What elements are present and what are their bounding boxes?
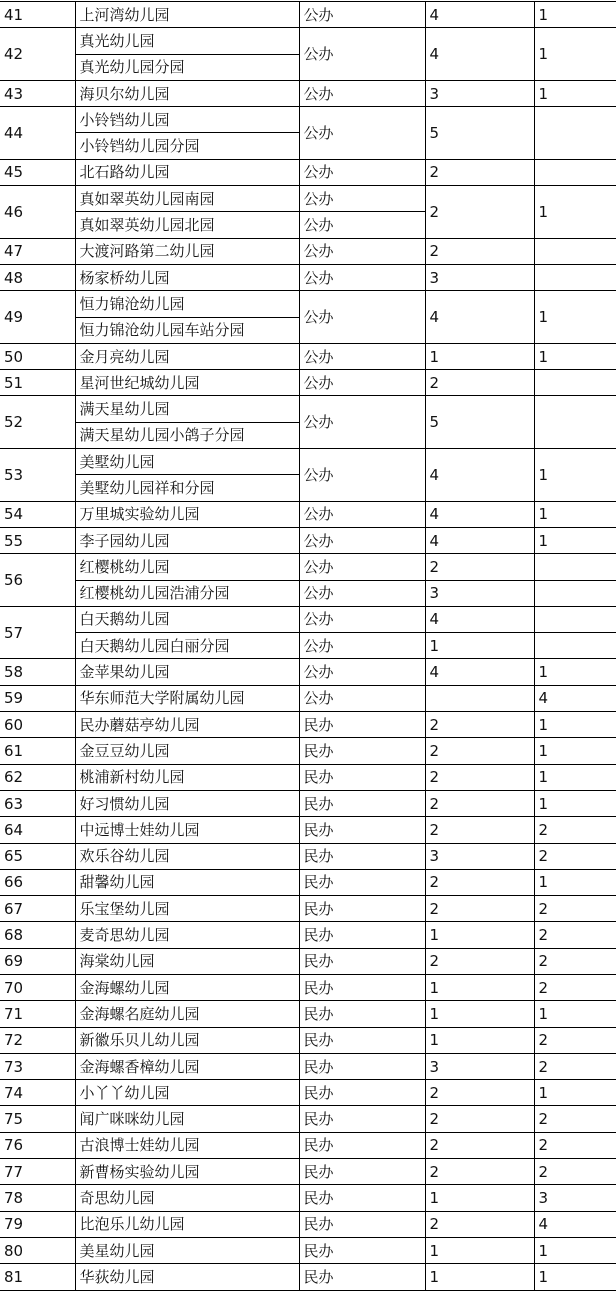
- table-row: [0, 238, 616, 264]
- table-row: [0, 1132, 616, 1158]
- count-a-cell: 4: [425, 606, 534, 632]
- table-row: [0, 28, 616, 54]
- count-a-cell: 2: [425, 817, 534, 843]
- kindergarten-name-cell: 美墅幼儿园祥和分园: [75, 475, 299, 501]
- kindergarten-table: [0, 1, 616, 1291]
- kindergarten-name-cell: 金海螺幼儿园: [75, 974, 299, 1000]
- school-type-cell: 公办: [299, 554, 425, 580]
- school-type-cell: 公办: [299, 238, 425, 264]
- row-number-cell: 71: [0, 1001, 75, 1027]
- school-type-cell: 民办: [299, 1264, 425, 1290]
- table-row: [0, 1264, 616, 1290]
- count-b-cell: 2: [534, 1106, 616, 1132]
- count-a-cell: 1: [425, 1237, 534, 1263]
- count-a-cell: 2: [425, 1106, 534, 1132]
- kindergarten-name-cell: 大渡河路第二幼儿园: [75, 238, 299, 264]
- row-number-cell: 65: [0, 843, 75, 869]
- row-number-cell: 74: [0, 1080, 75, 1106]
- school-type-cell: 民办: [299, 869, 425, 895]
- row-number-cell: 68: [0, 922, 75, 948]
- school-type-cell: 公办: [299, 264, 425, 290]
- school-type-cell: 民办: [299, 1001, 425, 1027]
- row-number-cell: 62: [0, 764, 75, 790]
- count-b-cell: 1: [534, 1237, 616, 1263]
- count-a-cell: 1: [425, 1185, 534, 1211]
- table-row: [0, 948, 616, 974]
- row-number-cell: 43: [0, 80, 75, 106]
- school-type-cell: 公办: [299, 80, 425, 106]
- kindergarten-name-cell: 民办蘑菇亭幼儿园: [75, 712, 299, 738]
- kindergarten-name-cell: 真光幼儿园分园: [75, 54, 299, 80]
- count-b-cell: 1: [534, 1080, 616, 1106]
- count-b-cell: [534, 107, 616, 160]
- count-a-cell: 2: [425, 764, 534, 790]
- kindergarten-name-cell: 小丫丫幼儿园: [75, 1080, 299, 1106]
- table-row: [0, 1027, 616, 1053]
- row-number-cell: 53: [0, 449, 75, 502]
- kindergarten-name-cell: 真光幼儿园: [75, 28, 299, 54]
- count-b-cell: 1: [534, 712, 616, 738]
- kindergarten-name-cell: 万里城实验幼儿园: [75, 501, 299, 527]
- school-type-cell: 公办: [299, 343, 425, 369]
- count-a-cell: 1: [425, 1264, 534, 1290]
- count-a-cell: 2: [425, 790, 534, 816]
- count-b-cell: [534, 238, 616, 264]
- school-type-cell: 公办: [299, 159, 425, 185]
- table-row: [0, 449, 616, 475]
- kindergarten-name-cell: 甜馨幼儿园: [75, 869, 299, 895]
- row-number-cell: 69: [0, 948, 75, 974]
- school-type-cell: 民办: [299, 948, 425, 974]
- kindergarten-name-cell: 金月亮幼儿园: [75, 343, 299, 369]
- school-type-cell: 公办: [299, 633, 425, 659]
- row-number-cell: 51: [0, 370, 75, 396]
- count-a-cell: 1: [425, 974, 534, 1000]
- count-a-cell: 4: [425, 28, 534, 81]
- kindergarten-name-cell: 金豆豆幼儿园: [75, 738, 299, 764]
- count-b-cell: 1: [534, 501, 616, 527]
- row-number-cell: 45: [0, 159, 75, 185]
- row-number-cell: 75: [0, 1106, 75, 1132]
- table-row: [0, 370, 616, 396]
- kindergarten-name-cell: 北石路幼儿园: [75, 159, 299, 185]
- table-row: [0, 817, 616, 843]
- school-type-cell: 民办: [299, 790, 425, 816]
- row-number-cell: 57: [0, 606, 75, 659]
- table-row: [0, 554, 616, 580]
- count-b-cell: [534, 396, 616, 449]
- count-b-cell: [534, 580, 616, 606]
- row-number-cell: 59: [0, 685, 75, 711]
- school-type-cell: 公办: [299, 2, 425, 28]
- row-number-cell: 49: [0, 291, 75, 344]
- table-row: [0, 1001, 616, 1027]
- count-a-cell: 4: [425, 291, 534, 344]
- kindergarten-name-cell: 古浪博士娃幼儿园: [75, 1132, 299, 1158]
- row-number-cell: 67: [0, 896, 75, 922]
- school-type-cell: 民办: [299, 1185, 425, 1211]
- count-b-cell: 2: [534, 974, 616, 1000]
- school-type-cell: 民办: [299, 922, 425, 948]
- school-type-cell: 民办: [299, 817, 425, 843]
- count-a-cell: 2: [425, 948, 534, 974]
- school-type-cell: 公办: [299, 28, 425, 81]
- count-b-cell: 1: [534, 738, 616, 764]
- kindergarten-name-cell: 恒力锦沧幼儿园: [75, 291, 299, 317]
- row-number-cell: 47: [0, 238, 75, 264]
- count-a-cell: 2: [425, 869, 534, 895]
- school-type-cell: 民办: [299, 1132, 425, 1158]
- count-a-cell: 2: [425, 896, 534, 922]
- table-body: [0, 2, 616, 1291]
- count-a-cell: 1: [425, 1001, 534, 1027]
- count-b-cell: 1: [534, 659, 616, 685]
- kindergarten-name-cell: 满天星幼儿园: [75, 396, 299, 422]
- row-number-cell: 61: [0, 738, 75, 764]
- school-type-cell: 民办: [299, 1053, 425, 1079]
- kindergarten-name-cell: 白天鹅幼儿园白丽分园: [75, 633, 299, 659]
- count-b-cell: 1: [534, 186, 616, 239]
- count-b-cell: 1: [534, 764, 616, 790]
- table-row: [0, 790, 616, 816]
- count-a-cell: 4: [425, 527, 534, 553]
- school-type-cell: 民办: [299, 738, 425, 764]
- kindergarten-name-cell: 真如翠英幼儿园南园: [75, 186, 299, 212]
- table-row: [0, 896, 616, 922]
- count-b-cell: 2: [534, 922, 616, 948]
- kindergarten-name-cell: 海贝尔幼儿园: [75, 80, 299, 106]
- table-row: [0, 633, 616, 659]
- school-type-cell: 公办: [299, 449, 425, 502]
- count-a-cell: 2: [425, 1132, 534, 1158]
- kindergarten-name-cell: 闻广咪咪幼儿园: [75, 1106, 299, 1132]
- count-a-cell: 1: [425, 922, 534, 948]
- school-type-cell: 民办: [299, 1159, 425, 1185]
- kindergarten-name-cell: 白天鹅幼儿园: [75, 606, 299, 632]
- table-row: [0, 1106, 616, 1132]
- count-b-cell: [534, 159, 616, 185]
- table-row: [0, 606, 616, 632]
- school-type-cell: 公办: [299, 291, 425, 344]
- count-a-cell: [425, 685, 534, 711]
- kindergarten-name-cell: 海棠幼儿园: [75, 948, 299, 974]
- count-a-cell: 4: [425, 449, 534, 502]
- kindergarten-name-cell: 美星幼儿园: [75, 1237, 299, 1263]
- row-number-cell: 73: [0, 1053, 75, 1079]
- school-type-cell: 公办: [299, 370, 425, 396]
- row-number-cell: 60: [0, 712, 75, 738]
- row-number-cell: 79: [0, 1211, 75, 1237]
- count-b-cell: [534, 633, 616, 659]
- kindergarten-name-cell: 乐宝堡幼儿园: [75, 896, 299, 922]
- kindergarten-name-cell: 杨家桥幼儿园: [75, 264, 299, 290]
- count-b-cell: 1: [534, 343, 616, 369]
- kindergarten-name-cell: 上河湾幼儿园: [75, 2, 299, 28]
- table-row: [0, 1053, 616, 1079]
- kindergarten-name-cell: 中远博士娃幼儿园: [75, 817, 299, 843]
- kindergarten-name-cell: 满天星幼儿园小鸽子分园: [75, 422, 299, 448]
- count-b-cell: 2: [534, 1053, 616, 1079]
- table-row: [0, 159, 616, 185]
- count-b-cell: 2: [534, 843, 616, 869]
- kindergarten-name-cell: 恒力锦沧幼儿园车站分园: [75, 317, 299, 343]
- table-row: [0, 764, 616, 790]
- count-b-cell: 1: [534, 291, 616, 344]
- count-a-cell: 4: [425, 2, 534, 28]
- table-row: [0, 659, 616, 685]
- school-type-cell: 公办: [299, 107, 425, 160]
- school-type-cell: 民办: [299, 896, 425, 922]
- count-b-cell: [534, 606, 616, 632]
- count-b-cell: 1: [534, 28, 616, 81]
- row-number-cell: 70: [0, 974, 75, 1000]
- count-a-cell: 4: [425, 659, 534, 685]
- row-number-cell: 77: [0, 1159, 75, 1185]
- count-b-cell: 1: [534, 527, 616, 553]
- count-a-cell: 2: [425, 554, 534, 580]
- kindergarten-name-cell: 红樱桃幼儿园浩浦分园: [75, 580, 299, 606]
- school-type-cell: 民办: [299, 1211, 425, 1237]
- kindergarten-name-cell: 星河世纪城幼儿园: [75, 370, 299, 396]
- kindergarten-name-cell: 美墅幼儿园: [75, 449, 299, 475]
- table-row: [0, 1080, 616, 1106]
- kindergarten-name-cell: 华荻幼儿园: [75, 1264, 299, 1290]
- kindergarten-name-cell: 奇思幼儿园: [75, 1185, 299, 1211]
- kindergarten-name-cell: 真如翠英幼儿园北园: [75, 212, 299, 238]
- row-number-cell: 64: [0, 817, 75, 843]
- table-row: [0, 1185, 616, 1211]
- count-a-cell: 2: [425, 370, 534, 396]
- kindergarten-name-cell: 金苹果幼儿园: [75, 659, 299, 685]
- table-row: [0, 107, 616, 133]
- row-number-cell: 72: [0, 1027, 75, 1053]
- kindergarten-name-cell: 桃浦新村幼儿园: [75, 764, 299, 790]
- count-b-cell: 2: [534, 1132, 616, 1158]
- count-b-cell: 2: [534, 1027, 616, 1053]
- row-number-cell: 41: [0, 2, 75, 28]
- count-b-cell: 1: [534, 449, 616, 502]
- row-number-cell: 54: [0, 501, 75, 527]
- count-a-cell: 2: [425, 159, 534, 185]
- school-type-cell: 民办: [299, 1027, 425, 1053]
- row-number-cell: 66: [0, 869, 75, 895]
- count-b-cell: 1: [534, 790, 616, 816]
- count-b-cell: 2: [534, 1159, 616, 1185]
- school-type-cell: 民办: [299, 712, 425, 738]
- count-a-cell: 3: [425, 264, 534, 290]
- count-a-cell: 3: [425, 843, 534, 869]
- kindergarten-name-cell: 麦奇思幼儿园: [75, 922, 299, 948]
- kindergarten-name-cell: 金海螺名庭幼儿园: [75, 1001, 299, 1027]
- table-row: [0, 501, 616, 527]
- school-type-cell: 公办: [299, 527, 425, 553]
- kindergarten-name-cell: 李子园幼儿园: [75, 527, 299, 553]
- table-row: [0, 1159, 616, 1185]
- row-number-cell: 50: [0, 343, 75, 369]
- school-type-cell: 公办: [299, 580, 425, 606]
- table-row: [0, 186, 616, 212]
- count-a-cell: 5: [425, 107, 534, 160]
- count-b-cell: [534, 370, 616, 396]
- kindergarten-name-cell: 金海螺香樟幼儿园: [75, 1053, 299, 1079]
- table-row: [0, 527, 616, 553]
- school-type-cell: 民办: [299, 1106, 425, 1132]
- count-b-cell: 1: [534, 80, 616, 106]
- table-row: [0, 291, 616, 317]
- kindergarten-name-cell: 小铃铛幼儿园分园: [75, 133, 299, 159]
- count-a-cell: 1: [425, 1027, 534, 1053]
- count-b-cell: 1: [534, 869, 616, 895]
- count-a-cell: 1: [425, 343, 534, 369]
- count-a-cell: 2: [425, 238, 534, 264]
- count-a-cell: 2: [425, 738, 534, 764]
- count-a-cell: 2: [425, 1211, 534, 1237]
- table-row: [0, 869, 616, 895]
- table-row: [0, 685, 616, 711]
- count-a-cell: 3: [425, 580, 534, 606]
- table-row: [0, 80, 616, 106]
- kindergarten-name-cell: 红樱桃幼儿园: [75, 554, 299, 580]
- table-row: [0, 343, 616, 369]
- table-row: [0, 264, 616, 290]
- school-type-cell: 公办: [299, 212, 425, 238]
- table-row: [0, 1211, 616, 1237]
- table-row: [0, 580, 616, 606]
- row-number-cell: 48: [0, 264, 75, 290]
- kindergarten-name-cell: 新徽乐贝儿幼儿园: [75, 1027, 299, 1053]
- school-type-cell: 公办: [299, 186, 425, 212]
- school-type-cell: 民办: [299, 843, 425, 869]
- kindergarten-name-cell: 好习惯幼儿园: [75, 790, 299, 816]
- row-number-cell: 42: [0, 28, 75, 81]
- school-type-cell: 公办: [299, 501, 425, 527]
- count-a-cell: 2: [425, 1080, 534, 1106]
- count-b-cell: 4: [534, 685, 616, 711]
- count-a-cell: 2: [425, 1159, 534, 1185]
- school-type-cell: 民办: [299, 1237, 425, 1263]
- row-number-cell: 55: [0, 527, 75, 553]
- school-type-cell: 民办: [299, 764, 425, 790]
- count-b-cell: 1: [534, 1001, 616, 1027]
- row-number-cell: 58: [0, 659, 75, 685]
- school-type-cell: 公办: [299, 396, 425, 449]
- school-type-cell: 公办: [299, 606, 425, 632]
- row-number-cell: 44: [0, 107, 75, 160]
- row-number-cell: 52: [0, 396, 75, 449]
- kindergarten-name-cell: 欢乐谷幼儿园: [75, 843, 299, 869]
- count-b-cell: [534, 264, 616, 290]
- row-number-cell: 81: [0, 1264, 75, 1290]
- table-row: [0, 738, 616, 764]
- count-b-cell: 2: [534, 948, 616, 974]
- school-type-cell: 民办: [299, 1080, 425, 1106]
- count-a-cell: 2: [425, 186, 534, 239]
- count-b-cell: 4: [534, 1211, 616, 1237]
- table-row: [0, 1237, 616, 1263]
- count-a-cell: 3: [425, 80, 534, 106]
- count-b-cell: 3: [534, 1185, 616, 1211]
- count-b-cell: 1: [534, 1264, 616, 1290]
- table-row: [0, 974, 616, 1000]
- count-a-cell: 5: [425, 396, 534, 449]
- table-row: [0, 712, 616, 738]
- count-a-cell: 1: [425, 633, 534, 659]
- row-number-cell: 46: [0, 186, 75, 239]
- count-b-cell: 2: [534, 817, 616, 843]
- table-row: [0, 922, 616, 948]
- table-row: [0, 843, 616, 869]
- kindergarten-name-cell: 比泡乐儿幼儿园: [75, 1211, 299, 1237]
- row-number-cell: 63: [0, 790, 75, 816]
- table-row: [0, 2, 616, 28]
- row-number-cell: 80: [0, 1237, 75, 1263]
- count-a-cell: 4: [425, 501, 534, 527]
- school-type-cell: 公办: [299, 659, 425, 685]
- table-row: [0, 396, 616, 422]
- count-b-cell: [534, 554, 616, 580]
- count-a-cell: 2: [425, 712, 534, 738]
- count-b-cell: 1: [534, 2, 616, 28]
- count-b-cell: 2: [534, 896, 616, 922]
- kindergarten-name-cell: 小铃铛幼儿园: [75, 107, 299, 133]
- row-number-cell: 78: [0, 1185, 75, 1211]
- count-a-cell: 3: [425, 1053, 534, 1079]
- school-type-cell: 公办: [299, 685, 425, 711]
- row-number-cell: 56: [0, 554, 75, 607]
- kindergarten-name-cell: 华东师范大学附属幼儿园: [75, 685, 299, 711]
- kindergarten-name-cell: 新曹杨实验幼儿园: [75, 1159, 299, 1185]
- school-type-cell: 民办: [299, 974, 425, 1000]
- row-number-cell: 76: [0, 1132, 75, 1158]
